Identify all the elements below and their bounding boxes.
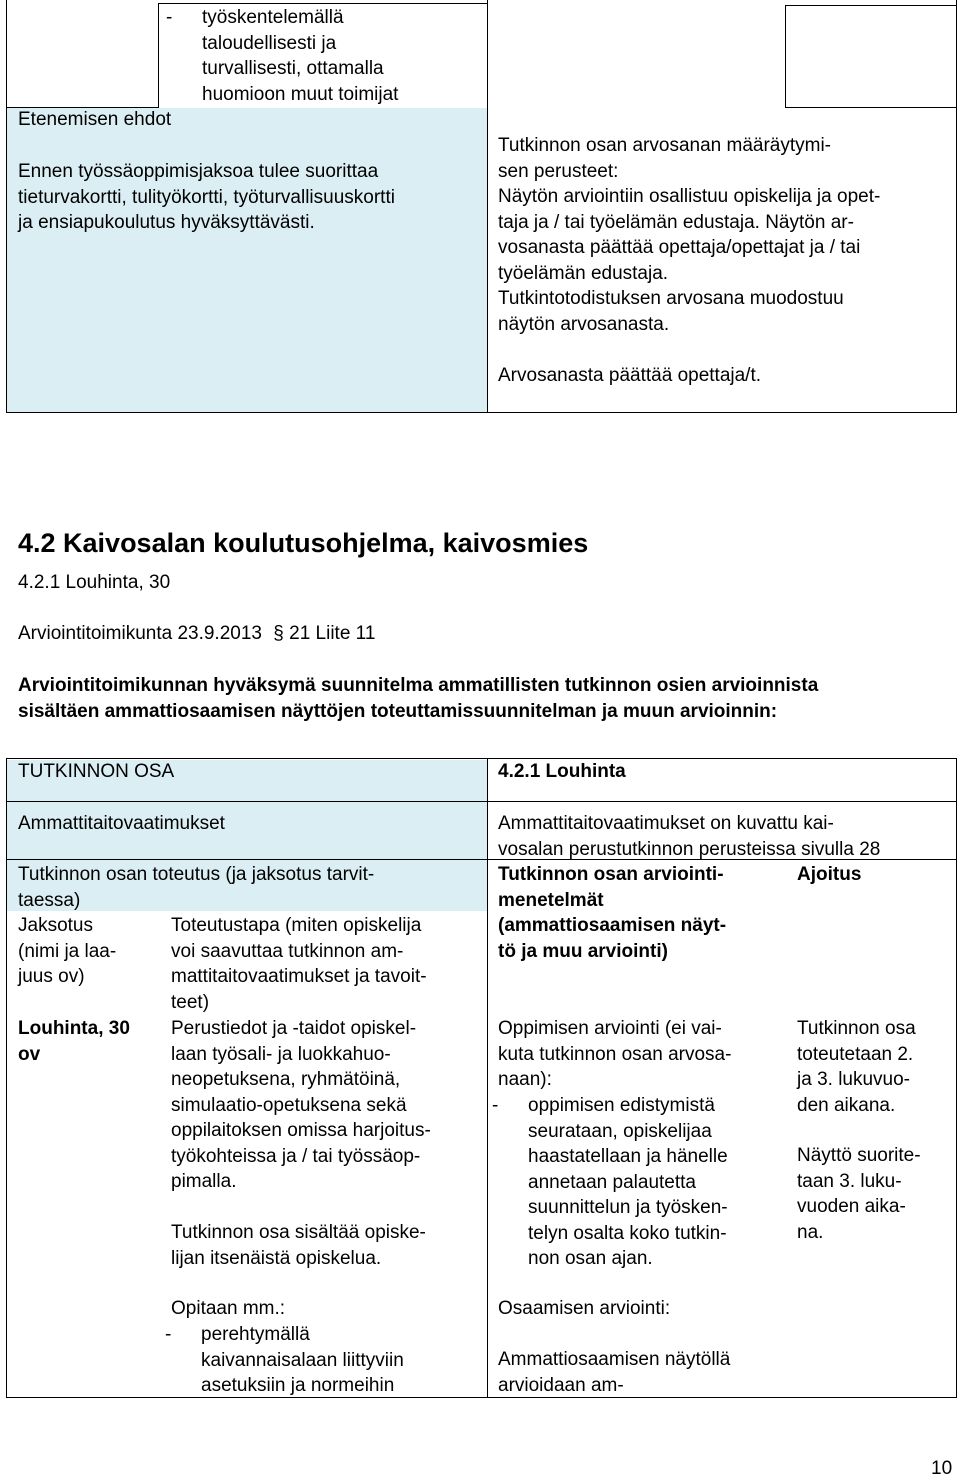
list-item-continuation: haastatellaan ja hänelle (528, 1146, 728, 1167)
assessment-column-header: Tutkinnon osan arviointi- menetelmät (ammattiosaamisen näyt- tö ja muu arviointi) (498, 864, 727, 962)
list-item-continuation: taloudellisesti ja (202, 32, 337, 54)
list-item: - perehtymällä (165, 1322, 404, 1348)
learn-intro: Opitaan mm.: (171, 1298, 286, 1319)
method-column-header: Toteutustapa (miten opiskelija voi saavuttaa tutkinnon am- mattitaitovaatimukset ja tavoit- teet) (171, 915, 427, 1013)
competence-text: Ammattiosaamisen näytöllä arvioidaan am- (498, 1349, 731, 1396)
dash-bullet: - (165, 1324, 172, 1345)
progress-cell-background (7, 108, 487, 413)
dash-bullet: - (492, 1095, 499, 1116)
grade-heading: Tutkinnon osan arvosanan määräytymi- sen perusteet: (498, 135, 832, 182)
committee-line: Arviointitoimikunta 23.9.2013 § 21 Liite 11 (18, 623, 376, 644)
requirements-label: Ammattitaitovaatimukset (18, 813, 225, 834)
requirements-text: Ammattitaitovaatimukset on kuvattu kai- vosalan perustutkinnon perusteissa sivulla 28 (498, 813, 881, 860)
tutkinnon-osa-label: TUTKINNON OSA (18, 761, 175, 782)
section-heading: 4.2 Kaivosalan koulutusohjelma, kaivosmies (18, 528, 589, 558)
list-item-continuation: suunnittelun ja työsken- (528, 1197, 728, 1218)
list-item-continuation: non osan ajan. (528, 1248, 653, 1269)
list-item-continuation: turvallisesti, ottamalla (202, 58, 384, 79)
list-item-continuation: huomioon muut toimijat (202, 83, 399, 105)
timing-cell: Tutkinnon osa toteutetaan 2. ja 3. lukuvuo- den aikana. (797, 1018, 916, 1116)
assessment-intro: Oppimisen arviointi (ei vai- kuta tutkinnon osan arvosa- naan): (498, 1018, 732, 1090)
demonstration-timing: Näyttö suorite- taan 3. luku- vuoden aika- na. (797, 1145, 921, 1243)
list-item-continuation: seurataan, opiskelijaa (528, 1120, 712, 1142)
list-item-continuation: asetuksiin ja normeihin (201, 1375, 395, 1396)
learn-list (165, 1322, 404, 1399)
timing-column-header: Ajoitus (797, 864, 862, 885)
list-item: - oppimisen edistymistä (492, 1093, 728, 1119)
list-item-continuation: telyn osalta koko tutkin- (528, 1222, 727, 1244)
independent-study-text: Tutkinnon osa sisältää opiske- lijan itsenäistä opiskelua. (171, 1222, 426, 1269)
method-cell: Perustiedot ja -taidot opiskel- laan työsali- ja luokkahuo- neopetuksena, ryhmätöinä, simulaatio-opetuksena sekä oppilaitoksen omissa harjoitus- työkohteissa ja / tai työssäop- pimalla. (171, 1018, 431, 1192)
plan-intro: Arviointitoimikunnan hyväksymä suunnitelma ammatillisten tutkinnon osien arvioinnista sisältäen ammattiosaamisen näyttöjen toteuttamissuunnitelman ja muun arvioinnin: (18, 675, 819, 722)
section-sign-icon: § (273, 623, 284, 644)
grade-text: Näytön arviointiin osallistuu opiskelija ja opet- taja ja / tai työelämän edustaja. Näytön ar- vosanasta päättää opettaja/opettajat ja / tai työelämän edustaja. (498, 186, 881, 284)
period-column-header: Jaksotus (nimi ja laa- juus ov) (18, 915, 117, 987)
competence-label: Osaamisen arviointi: (498, 1298, 671, 1319)
page-number: 10 (931, 1458, 953, 1479)
progress-heading: Etenemisen ehdot (18, 109, 172, 130)
list-item-continuation: annetaan palautetta (528, 1171, 696, 1193)
grade-decider-text: Arvosanasta päättää opettaja/t. (498, 365, 762, 386)
list-item-continuation: kaivannaisalaan liittyviin (201, 1349, 404, 1371)
list-item: - työskentelemällä (166, 5, 398, 31)
period-cell: Louhinta, 30 ov (18, 1018, 130, 1065)
tutkinnon-osa-value: 4.2.1 Louhinta (498, 761, 626, 782)
section-subheading: 4.2.1 Louhinta, 30 (18, 572, 171, 593)
implementation-heading: Tutkinnon osan toteutus (ja jaksotus tarvit- taessa) (18, 864, 375, 911)
progress-text: Ennen työssäoppimisjaksoa tulee suorittaa tieturvakortti, tulityökortti, työturvallisuuskortti ja ensiapukoulutus hyväksyttävästi. (18, 161, 395, 233)
certificate-text: Tutkintotodistuksen arvosana muodostuu näytön arvosanasta. (498, 288, 844, 335)
assessment-list (492, 1093, 728, 1272)
dash-bullet: - (166, 7, 173, 28)
left-bullet-list (166, 5, 398, 107)
